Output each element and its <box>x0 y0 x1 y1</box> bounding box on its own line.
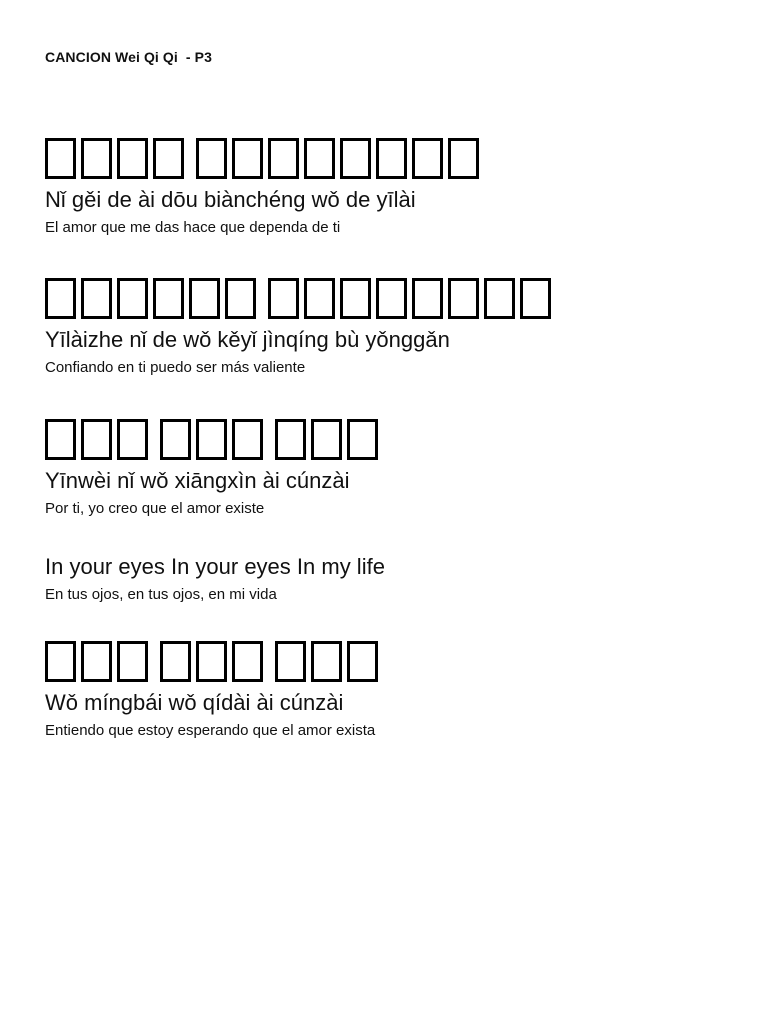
spanish-translation: Confiando en ti puedo ser más valiente <box>45 359 306 376</box>
spanish-translation: Por ti, yo creo que el amor existe <box>45 500 265 517</box>
hanzi-line <box>45 413 748 465</box>
hanzi-line <box>45 132 748 184</box>
missing-glyph-box <box>340 278 371 319</box>
missing-glyph-box <box>45 419 76 460</box>
missing-glyph-box <box>340 138 371 179</box>
missing-glyph-box <box>448 138 479 179</box>
hanzi-line <box>45 272 748 324</box>
missing-glyph-box <box>275 419 306 460</box>
missing-glyph-box <box>196 138 227 179</box>
lyric-verse-1 <box>45 132 748 239</box>
missing-glyph-box <box>160 641 191 682</box>
missing-glyph-box <box>232 138 263 179</box>
missing-glyph-box <box>268 278 299 319</box>
english-line: In your eyes In your eyes In my life <box>45 554 385 579</box>
spanish-translation: En tus ojos, en tus ojos, en mi vida <box>45 586 277 603</box>
hanzi-word <box>45 419 148 460</box>
pinyin-line: Wǒ míngbái wǒ qídài ài cúnzài <box>45 690 344 715</box>
missing-glyph-box <box>160 419 191 460</box>
lyric-verse-2 <box>45 272 748 379</box>
hanzi-line <box>45 635 748 687</box>
hanzi-word <box>45 641 148 682</box>
missing-glyph-box <box>311 641 342 682</box>
missing-glyph-box <box>81 641 112 682</box>
missing-glyph-box <box>376 138 407 179</box>
lyric-verse-5 <box>45 635 748 742</box>
missing-glyph-box <box>81 138 112 179</box>
missing-glyph-box <box>225 278 256 319</box>
missing-glyph-box <box>232 419 263 460</box>
missing-glyph-box <box>347 641 378 682</box>
missing-glyph-box <box>81 419 112 460</box>
lyric-verse-4 <box>45 553 748 606</box>
missing-glyph-box <box>347 419 378 460</box>
missing-glyph-box <box>412 138 443 179</box>
hanzi-word <box>45 138 184 179</box>
missing-glyph-box <box>117 419 148 460</box>
missing-glyph-box <box>45 278 76 319</box>
hanzi-word <box>268 278 551 319</box>
hanzi-word <box>196 138 479 179</box>
missing-glyph-box <box>196 419 227 460</box>
missing-glyph-box <box>45 641 76 682</box>
hanzi-word <box>160 419 263 460</box>
hanzi-word <box>275 419 378 460</box>
pinyin-line: Yīnwèi nǐ wǒ xiāngxìn ài cúnzài <box>45 468 350 493</box>
missing-glyph-box <box>520 278 551 319</box>
missing-glyph-box <box>268 138 299 179</box>
pinyin-line: Yīlàizhe nǐ de wǒ kěyǐ jìnqíng bù yǒnggǎn <box>45 327 450 352</box>
missing-glyph-box <box>189 278 220 319</box>
pinyin-line: Nǐ gěi de ài dōu biànchéng wǒ de yīlài <box>45 187 416 212</box>
hanzi-word <box>45 278 256 319</box>
missing-glyph-box <box>448 278 479 319</box>
hanzi-word <box>160 641 263 682</box>
missing-glyph-box <box>117 138 148 179</box>
spanish-translation: Entiendo que estoy esperando que el amor exista <box>45 722 376 739</box>
missing-glyph-box <box>117 278 148 319</box>
page-title: CANCION Wei Qi Qi - P3 <box>45 49 212 65</box>
missing-glyph-box <box>412 278 443 319</box>
missing-glyph-box <box>232 641 263 682</box>
missing-glyph-box <box>304 138 335 179</box>
missing-glyph-box <box>117 641 148 682</box>
missing-glyph-box <box>196 641 227 682</box>
missing-glyph-box <box>484 278 515 319</box>
missing-glyph-box <box>45 138 76 179</box>
missing-glyph-box <box>153 278 184 319</box>
missing-glyph-box <box>311 419 342 460</box>
missing-glyph-box <box>153 138 184 179</box>
lyric-verse-3 <box>45 413 748 520</box>
missing-glyph-box <box>275 641 306 682</box>
missing-glyph-box <box>304 278 335 319</box>
hanzi-word <box>275 641 378 682</box>
spanish-translation: El amor que me das hace que dependa de ti <box>45 219 341 236</box>
missing-glyph-box <box>81 278 112 319</box>
missing-glyph-box <box>376 278 407 319</box>
